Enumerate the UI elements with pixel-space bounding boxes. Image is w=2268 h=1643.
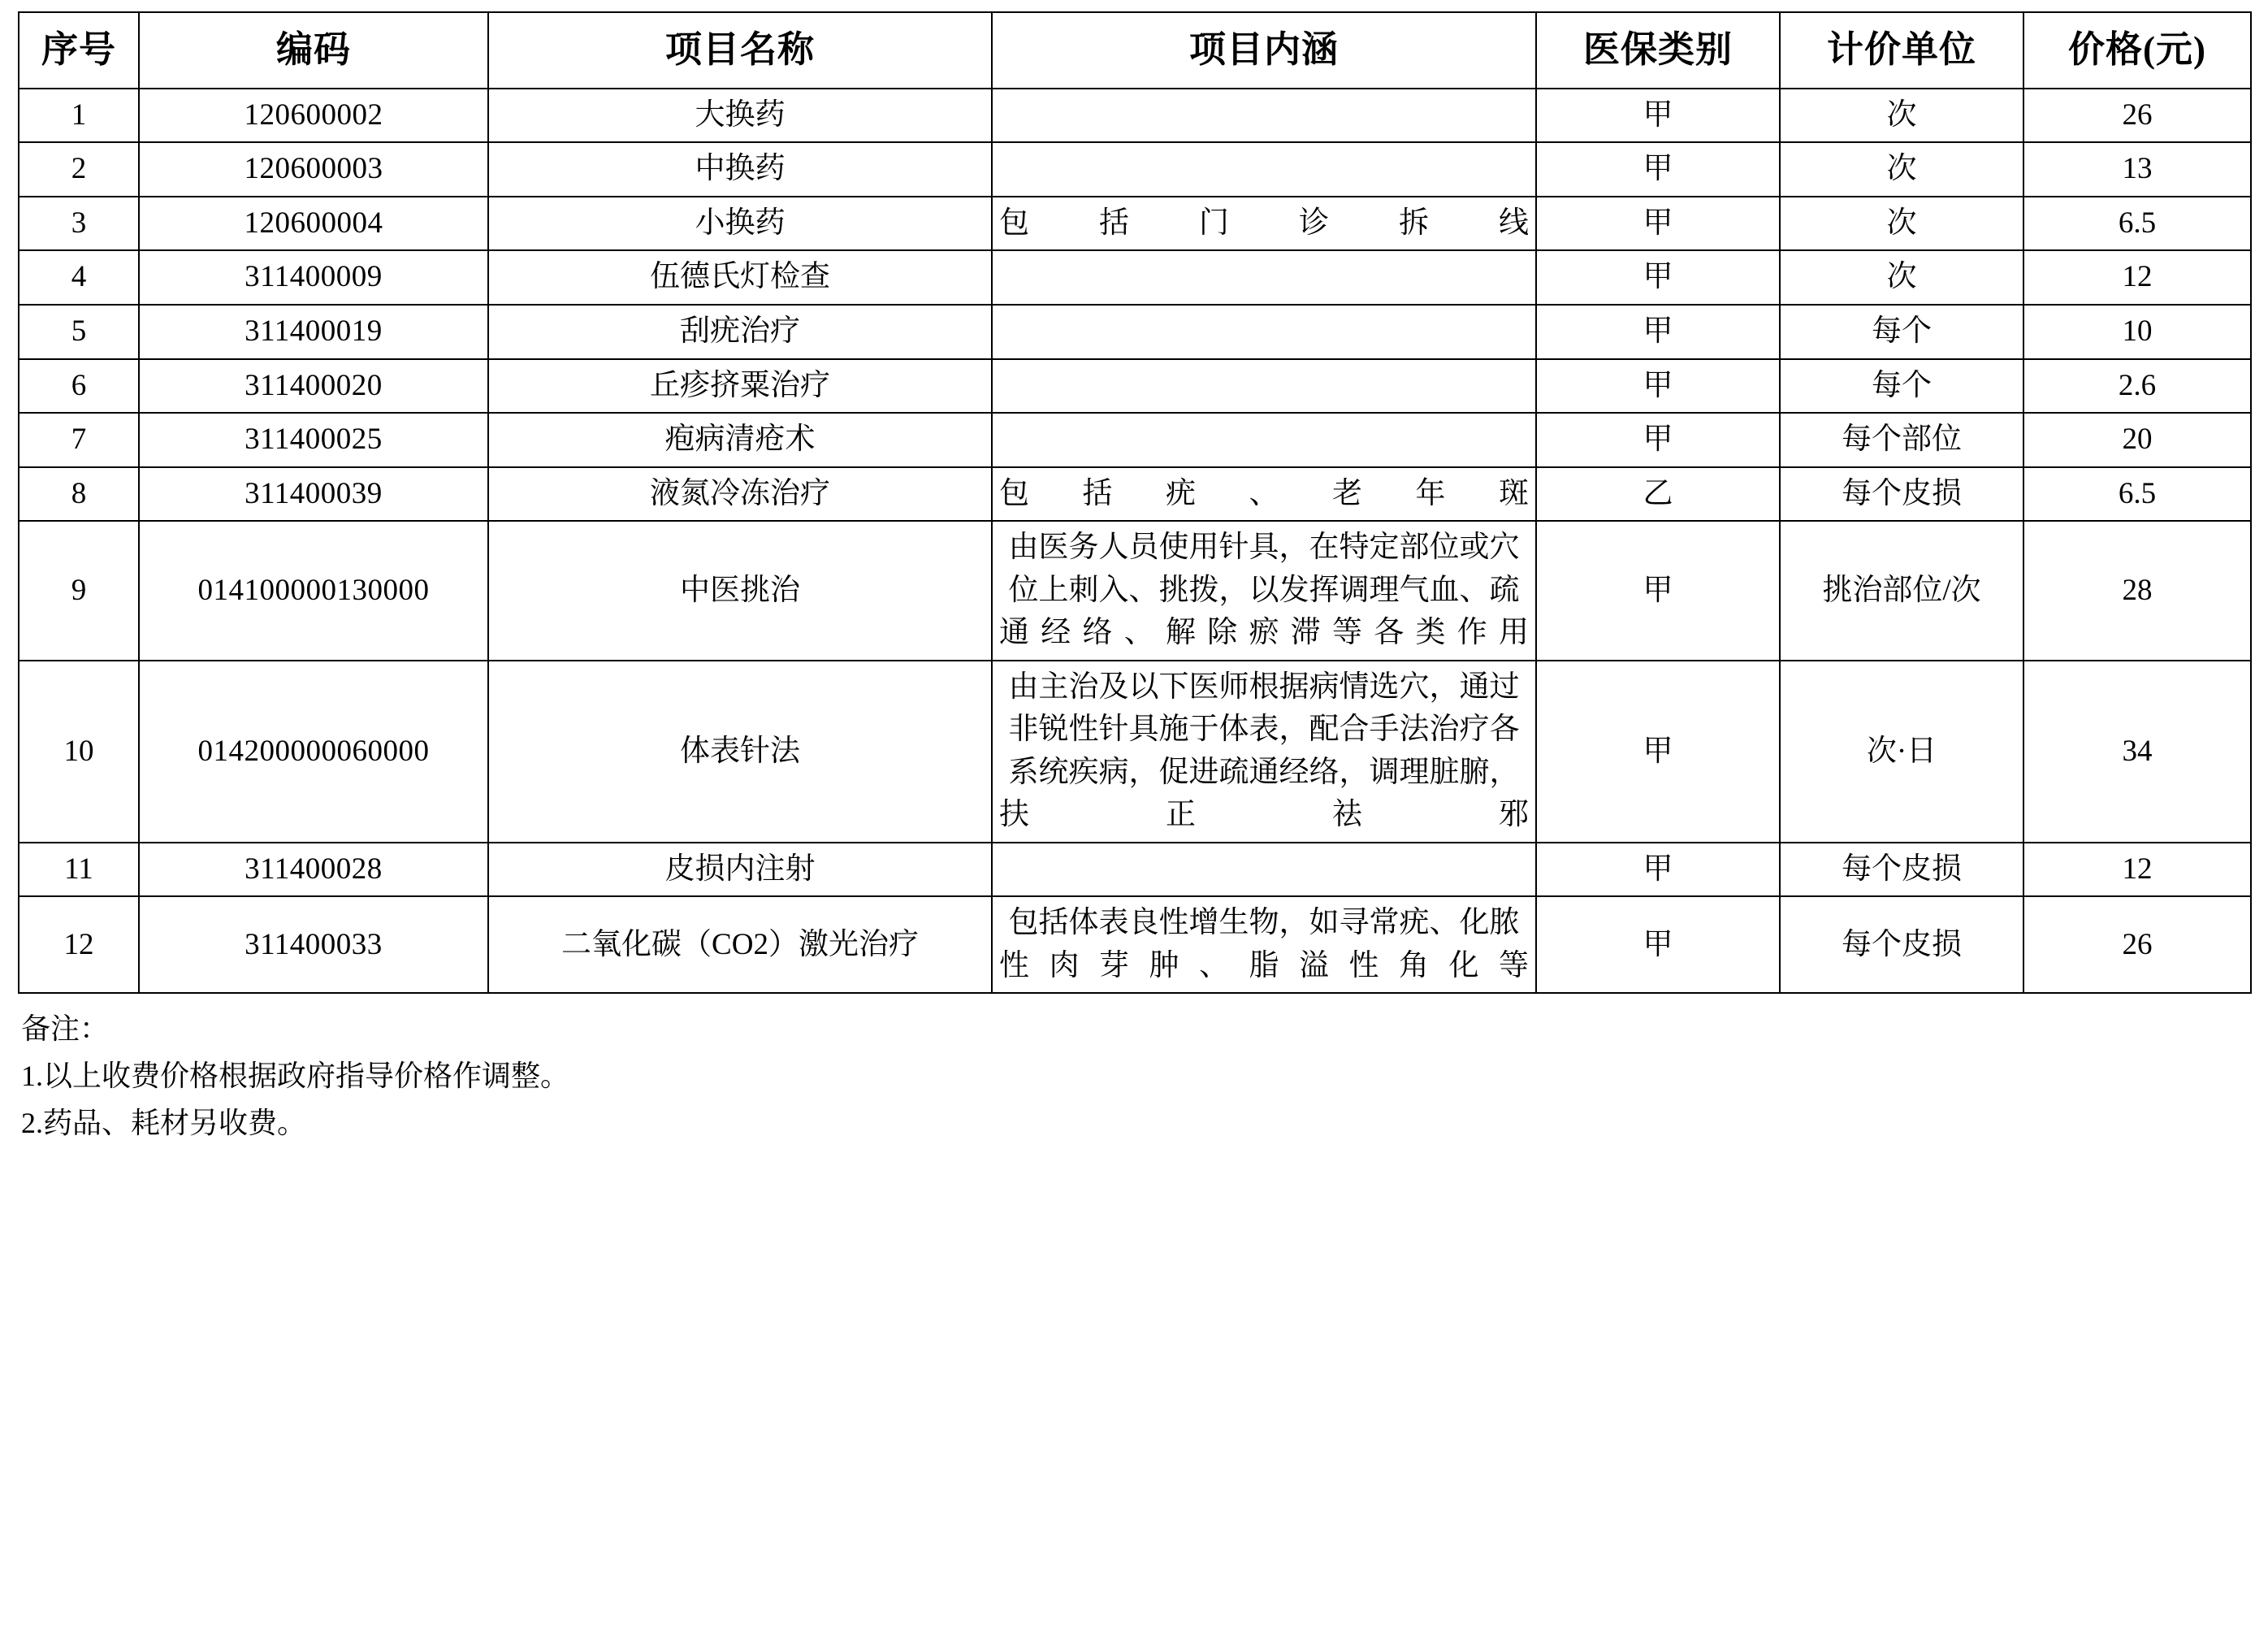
- cell-price: 26: [2023, 896, 2251, 993]
- cell-price: 34: [2023, 661, 2251, 843]
- cell-description: [992, 142, 1536, 197]
- cell-description: [992, 359, 1536, 414]
- cell-code: 014200000060000: [139, 661, 488, 843]
- cell-unit: 每个部位: [1780, 413, 2023, 467]
- cell-insurance-category: 甲: [1536, 413, 1780, 467]
- cell-description: 包括体表良性增生物，如寻常疣、化脓性肉芽肿、脂溢性角化等: [992, 896, 1536, 993]
- cell-index: 10: [19, 661, 139, 843]
- cell-insurance-category: 甲: [1536, 359, 1780, 414]
- cell-code: 311400028: [139, 843, 488, 897]
- cell-price: 12: [2023, 843, 2251, 897]
- table-row: [19, 89, 2251, 143]
- column-header-index: 序号: [19, 12, 139, 89]
- cell-price: 20: [2023, 413, 2251, 467]
- cell-insurance-category: 甲: [1536, 521, 1780, 661]
- cell-name: 疱病清疮术: [488, 413, 992, 467]
- cell-insurance-category: 甲: [1536, 661, 1780, 843]
- cell-unit: 挑治部位/次: [1780, 521, 2023, 661]
- table-row: [19, 521, 2251, 661]
- table-body: [19, 89, 2251, 994]
- cell-insurance-category: 甲: [1536, 89, 1780, 143]
- cell-unit: 次: [1780, 89, 2023, 143]
- table-row: [19, 250, 2251, 305]
- cell-insurance-category: 甲: [1536, 197, 1780, 251]
- table-header: [19, 12, 2251, 89]
- cell-index: 11: [19, 843, 139, 897]
- cell-unit: 每个皮损: [1780, 467, 2023, 522]
- cell-description: 由主治及以下医师根据病情选穴，通过非锐性针具施于体表，配合手法治疗各系统疾病，促进疏通经络，调理脏腑，扶正祛邪: [992, 661, 1536, 843]
- table-row: [19, 467, 2251, 522]
- table-row: [19, 661, 2251, 843]
- cell-index: 1: [19, 89, 139, 143]
- cell-unit: 次: [1780, 197, 2023, 251]
- column-header-insurance-category: 医保类别: [1536, 12, 1780, 89]
- cell-index: 2: [19, 142, 139, 197]
- cell-insurance-category: 甲: [1536, 843, 1780, 897]
- cell-index: 7: [19, 413, 139, 467]
- cell-code: 311400033: [139, 896, 488, 993]
- column-header-description: 项目内涵: [992, 12, 1536, 89]
- column-header-code: 编码: [139, 12, 488, 89]
- cell-index: 9: [19, 521, 139, 661]
- cell-unit: 次·日: [1780, 661, 2023, 843]
- cell-unit: 次: [1780, 250, 2023, 305]
- column-header-price: 价格(元): [2023, 12, 2251, 89]
- column-header-name: 项目名称: [488, 12, 992, 89]
- cell-code: 311400009: [139, 250, 488, 305]
- cell-insurance-category: 甲: [1536, 305, 1780, 359]
- cell-description: 包括门诊拆线: [992, 197, 1536, 251]
- cell-unit: 每个皮损: [1780, 843, 2023, 897]
- cell-unit: 每个: [1780, 359, 2023, 414]
- cell-name: 小换药: [488, 197, 992, 251]
- note-item-1: 1.以上收费价格根据政府指导价格作调整。: [21, 1060, 570, 1093]
- cell-index: 3: [19, 197, 139, 251]
- cell-code: 311400039: [139, 467, 488, 522]
- cell-price: 12: [2023, 250, 2251, 305]
- table-row: [19, 142, 2251, 197]
- cell-name: 中医挑治: [488, 521, 992, 661]
- notes-title: 备注：: [21, 1012, 110, 1046]
- cell-insurance-category: 乙: [1536, 467, 1780, 522]
- cell-index: 8: [19, 467, 139, 522]
- cell-code: 120600002: [139, 89, 488, 143]
- cell-price: 2.6: [2023, 359, 2251, 414]
- table-row: [19, 359, 2251, 414]
- cell-unit: 每个: [1780, 305, 2023, 359]
- table-row: [19, 197, 2251, 251]
- cell-index: 4: [19, 250, 139, 305]
- cell-name: 大换药: [488, 89, 992, 143]
- cell-code: 120600004: [139, 197, 488, 251]
- cell-unit: 每个皮损: [1780, 896, 2023, 993]
- table-row: [19, 413, 2251, 467]
- table-header-row: [19, 12, 2251, 89]
- cell-name: 皮损内注射: [488, 843, 992, 897]
- cell-index: 12: [19, 896, 139, 993]
- cell-code: 014100000130000: [139, 521, 488, 661]
- cell-description: 包括疣、老年斑: [992, 467, 1536, 522]
- cell-price: 10: [2023, 305, 2251, 359]
- cell-description: [992, 305, 1536, 359]
- cell-name: 体表针法: [488, 661, 992, 843]
- cell-code: 120600003: [139, 142, 488, 197]
- cell-name: 刮疣治疗: [488, 305, 992, 359]
- cell-index: 6: [19, 359, 139, 414]
- notes-section: [18, 1007, 2250, 1145]
- cell-description: [992, 843, 1536, 897]
- cell-description: [992, 413, 1536, 467]
- medical-price-table: [18, 11, 2252, 994]
- cell-price: 6.5: [2023, 467, 2251, 522]
- cell-name: 丘疹挤粟治疗: [488, 359, 992, 414]
- cell-code: 311400019: [139, 305, 488, 359]
- cell-name: 二氧化碳（CO2）激光治疗: [488, 896, 992, 993]
- cell-description: [992, 250, 1536, 305]
- cell-name: 伍德氏灯检查: [488, 250, 992, 305]
- table-row: [19, 305, 2251, 359]
- cell-description: [992, 89, 1536, 143]
- cell-insurance-category: 甲: [1536, 896, 1780, 993]
- cell-name: 液氮冷冻治疗: [488, 467, 992, 522]
- cell-insurance-category: 甲: [1536, 142, 1780, 197]
- cell-description: 由医务人员使用针具，在特定部位或穴位上刺入、挑拨，以发挥调理气血、疏通经络、解除瘀滞等各类作用: [992, 521, 1536, 661]
- cell-name: 中换药: [488, 142, 992, 197]
- cell-price: 28: [2023, 521, 2251, 661]
- column-header-unit: 计价单位: [1780, 12, 2023, 89]
- cell-code: 311400025: [139, 413, 488, 467]
- cell-index: 5: [19, 305, 139, 359]
- cell-unit: 次: [1780, 142, 2023, 197]
- note-item-2: 2.药品、耗材另收费。: [21, 1107, 307, 1140]
- cell-code: 311400020: [139, 359, 488, 414]
- cell-price: 26: [2023, 89, 2251, 143]
- table-row: [19, 896, 2251, 993]
- cell-price: 6.5: [2023, 197, 2251, 251]
- table-row: [19, 843, 2251, 897]
- cell-insurance-category: 甲: [1536, 250, 1780, 305]
- cell-price: 13: [2023, 142, 2251, 197]
